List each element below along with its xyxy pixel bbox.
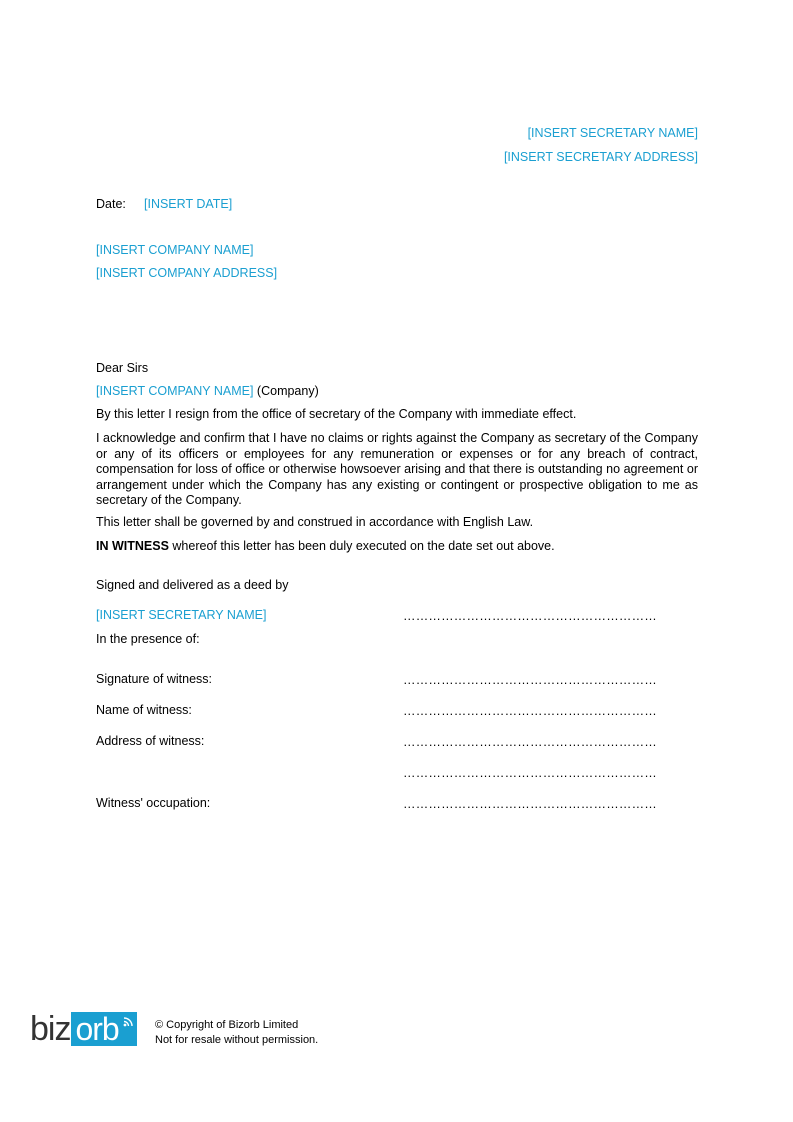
logo-biz-text: biz (30, 1010, 71, 1048)
signed-delivered-line: Signed and delivered as a deed by (96, 578, 289, 592)
governing-law-paragraph: This letter shall be governed by and construed in accordance with English Law. (96, 515, 534, 529)
witness-name-line: …………………………………………………… (403, 704, 657, 718)
logo-orb-box (71, 1012, 136, 1046)
signal-icon (123, 1015, 135, 1027)
logo-orb-text: orb (75, 1011, 119, 1047)
witness-clause (96, 539, 555, 553)
reference-suffix: (Company) (253, 384, 319, 398)
resale-notice: Not for resale without permission. (155, 1034, 319, 1046)
witness-signature-line: …………………………………………………… (403, 673, 657, 687)
witness-address-line-1: …………………………………………………… (403, 735, 657, 749)
witness-clause-text: whereof this letter has been duly executed on the date set out above. (168, 539, 555, 553)
copyright-line: © Copyright of Bizorb Limited (155, 1019, 299, 1031)
witness-address-line-2: …………………………………………………… (403, 766, 657, 780)
witness-occupation-line: …………………………………………………… (403, 797, 657, 811)
date-placeholder: [INSERT DATE] (144, 197, 233, 211)
copyright-notice (155, 1018, 318, 1048)
acknowledgement-paragraph: I acknowledge and confirm that I have no claims or rights against the Company as secretary of the Company or any of its officers or employees for any remuneration or expenses or for any breach of contract, compensation for loss of office or otherwise howsoever arising and that there is outstanding no agreement or arrangement under which the Company has any existing or contingent or prospective obligation to me as secretary of the Company. (96, 431, 698, 507)
witness-occupation-label: Witness' occupation: (96, 796, 211, 810)
witness-signature-label: Signature of witness: (96, 672, 213, 686)
salutation: Dear Sirs (96, 361, 149, 375)
signatory-name-placeholder: [INSERT SECRETARY NAME] (96, 608, 267, 622)
presence-label: In the presence of: (96, 632, 200, 646)
bizorb-logo (30, 1011, 137, 1047)
company-address-placeholder: [INSERT COMPANY ADDRESS] (96, 266, 278, 280)
signatory-signature-line: …………………………………………………… (403, 609, 657, 623)
company-name-placeholder: [INSERT COMPANY NAME] (96, 243, 254, 257)
reference-company-placeholder: [INSERT COMPANY NAME] (96, 384, 254, 398)
secretary-name-placeholder: [INSERT SECRETARY NAME] (527, 126, 698, 140)
resignation-paragraph: By this letter I resign from the office of secretary of the Company with immediate effect. (96, 407, 577, 421)
letter-reference (96, 384, 319, 398)
secretary-address-placeholder: [INSERT SECRETARY ADDRESS] (503, 150, 698, 164)
witness-name-label: Name of witness: (96, 703, 192, 717)
date-label: Date: (96, 197, 126, 211)
witness-clause-bold: IN WITNESS (96, 539, 169, 553)
witness-address-label: Address of witness: (96, 734, 205, 748)
